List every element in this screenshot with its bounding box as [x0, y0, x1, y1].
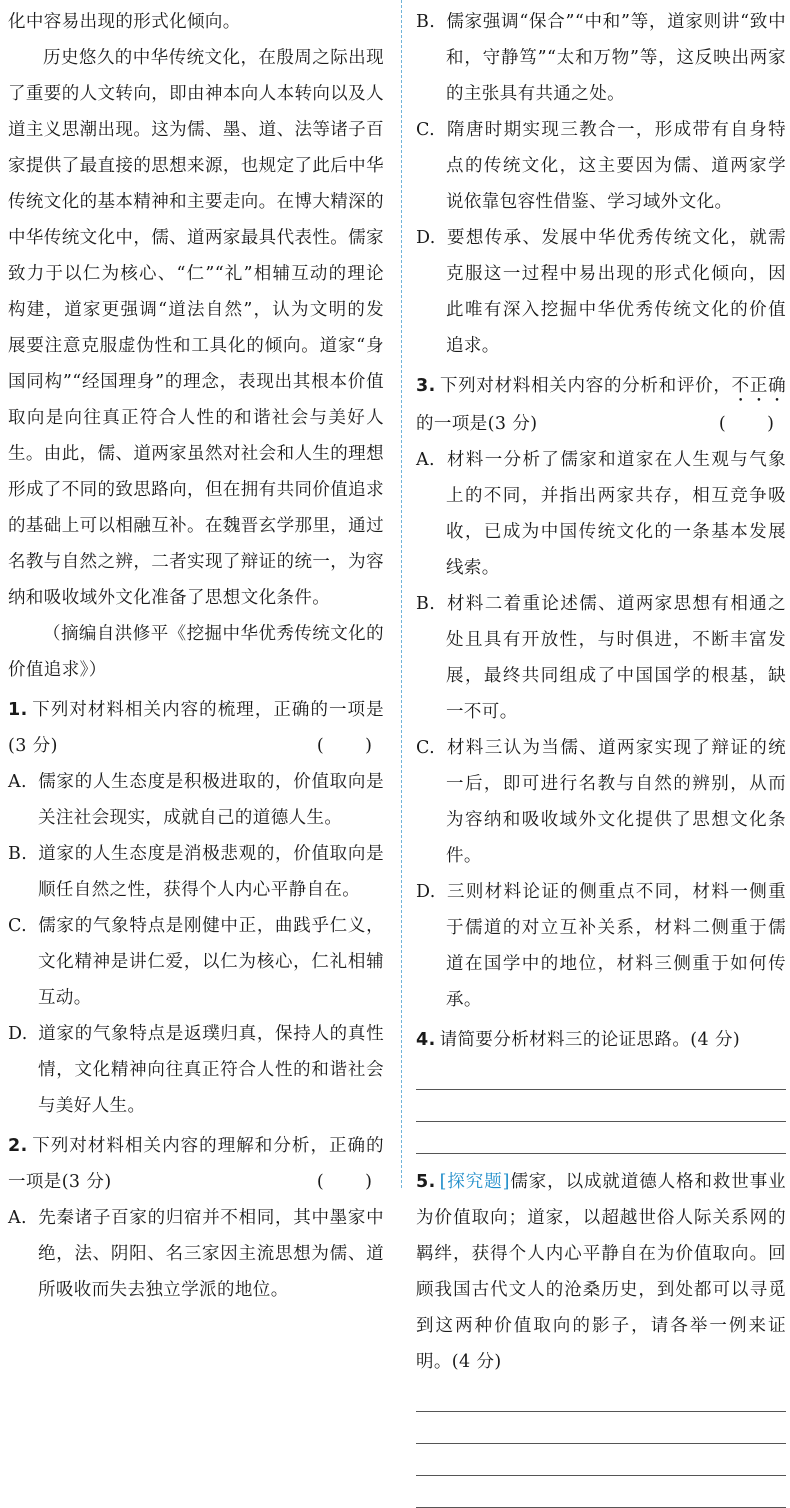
option-b[interactable]: B. 儒家强调“保合”“中和”等，道家则讲“致中和，守静笃”“太和万物”等，这反映出两家的主张具有共通之处。: [416, 12, 786, 104]
question-5-stem: 5. [探究题]儒家，以成就道德人格和救世事业为价值取向；道家，以超越世俗人际关系网的羁绊，获得个人内心平静自在为价值取向。回顾我国古代文人的沧桑历史，到处都可以寻觅到这两种价值取向的影子，请各举一例来证明。(4 分): [416, 1172, 787, 1372]
left-column: [0, 0, 394, 1300]
question-number: 3.: [416, 376, 436, 396]
passage-tail: 化中容易出现的形式化倾向。: [8, 12, 241, 32]
question-2-stem: 2. 下列对材料相关内容的理解和分析，正确的一项是(3 分) ( ): [8, 1128, 384, 1200]
answer-line[interactable]: [416, 1090, 786, 1122]
answer-parentheses[interactable]: ( ): [316, 736, 384, 756]
option-c[interactable]: C. 材料三认为当儒、道两家实现了辩证的统一后，即可进行名教与自然的辨别，从而为容纳和吸收域外文化提供了思想文化条件。: [416, 738, 786, 866]
column-divider: [401, 0, 402, 1188]
option-a[interactable]: A. 儒家的人生态度是积极进取的，价值取向是关注社会现实，成就自己的道德人生。: [8, 772, 384, 828]
answer-line[interactable]: [416, 1380, 786, 1412]
question-3: [416, 368, 786, 1018]
passage-paragraph: 历史悠久的中华传统文化，在殷周之际出现了重要的人文转向，即由神本向人本转向以及人道主义思潮出现。这为儒、墨、道、法等诸子百家提供了最直接的思想来源，也规定了此后中华传统文化的基本精神和主要走向。在博大精深的中华传统文化中，儒、道两家最具代表性。儒家致力于以仁为核心、“仁”“礼”相辅互动的理论构建，道家更强调“道法自然”，认为文明的发展要注意克服虚伪性和工具化的倾向。道家“身国同构”“经国理身”的理念，表现出其根本价值取向是向往真正符合人性的和谐社会与美好人生。由此，儒、道两家虽然对社会和人生的理想形成了不同的致思路向，但在拥有共同价值追求的基础上可以相融互补。在魏晋玄学那里，通过名教与自然之辨，二者实现了辩证的统一，为容纳和吸收域外文化准备了思想文化条件。: [8, 48, 384, 608]
answer-line[interactable]: [416, 1058, 786, 1090]
question-4: [416, 1022, 786, 1154]
answer-parentheses[interactable]: ( ): [316, 1172, 384, 1192]
question-1: [8, 692, 384, 1124]
question-1-stem: 1. 下列对材料相关内容的梳理，正确的一项是(3 分) ( ): [8, 692, 384, 764]
answer-parentheses[interactable]: ( ): [718, 414, 786, 434]
answer-line[interactable]: [416, 1412, 786, 1444]
answer-line[interactable]: [416, 1122, 786, 1154]
citation: （摘编自洪修平《挖掘中华优秀传统文化的价值追求》）: [8, 624, 384, 680]
question-2: [8, 1128, 384, 1308]
question-number: 2.: [8, 1136, 28, 1156]
option-d[interactable]: D. 道家的气象特点是返璞归真，保持人的真性情，文化精神向往真正符合人性的和谐社会与美好人生。: [8, 1024, 384, 1116]
option-b[interactable]: B. 材料二着重论述儒、道两家思想有相通之处且具有开放性，与时俱进，不断丰富发展，最终共同组成了中国国学的根基，缺一不可。: [416, 594, 786, 722]
option-a[interactable]: A. 材料一分析了儒家和道家在人生观与气象上的不同，并指出两家共存，相互竞争吸收，已成为中国传统文化的一条基本发展线索。: [416, 450, 786, 578]
question-5: [416, 1164, 786, 1508]
answer-line[interactable]: [416, 1476, 786, 1508]
question-number: 1.: [8, 700, 28, 720]
question-number: 4.: [416, 1030, 436, 1050]
question-number: 5.: [416, 1172, 436, 1192]
emphasized-text: 不正确: [731, 376, 787, 396]
option-d[interactable]: D. 三则材料论证的侧重点不同，材料一侧重于儒道的对立互补关系，材料二侧重于儒道在国学中的地位，材料三侧重于如何传承。: [416, 882, 786, 1010]
option-b[interactable]: B. 道家的人生态度是消极悲观的，价值取向是顺任自然之性，获得个人内心平静自在。: [8, 844, 384, 900]
option-d[interactable]: D. 要想传承、发展中华优秀传统文化，就需克服这一过程中易出现的形式化倾向，因此唯有深入挖掘中华优秀传统文化的价值追求。: [416, 228, 786, 356]
option-c[interactable]: C. 隋唐时期实现三教合一，形成带有自身特点的传统文化，这主要因为儒、道两家学说依靠包容性借鉴、学习域外文化。: [416, 120, 786, 212]
question-4-stem: 4. 请简要分析材料三的论证思路。(4 分): [416, 1030, 741, 1050]
question-3-stem: 3. 下列对材料相关内容的分析和评价，不正确的一项是(3 分) ( ): [416, 368, 786, 442]
right-column: [412, 0, 790, 1372]
option-c[interactable]: C. 儒家的气象特点是刚健中正，曲践乎仁义，文化精神是讲仁爱，以仁为核心，仁礼相辅互动。: [8, 916, 384, 1008]
answer-line[interactable]: [416, 1444, 786, 1476]
inquiry-tag: [探究题]: [439, 1172, 510, 1192]
option-a[interactable]: A. 先秦诸子百家的归宿并不相同，其中墨家中绝，法、阴阳、名三家因主流思想为儒、道所吸收而失去独立学派的地位。: [8, 1208, 384, 1300]
